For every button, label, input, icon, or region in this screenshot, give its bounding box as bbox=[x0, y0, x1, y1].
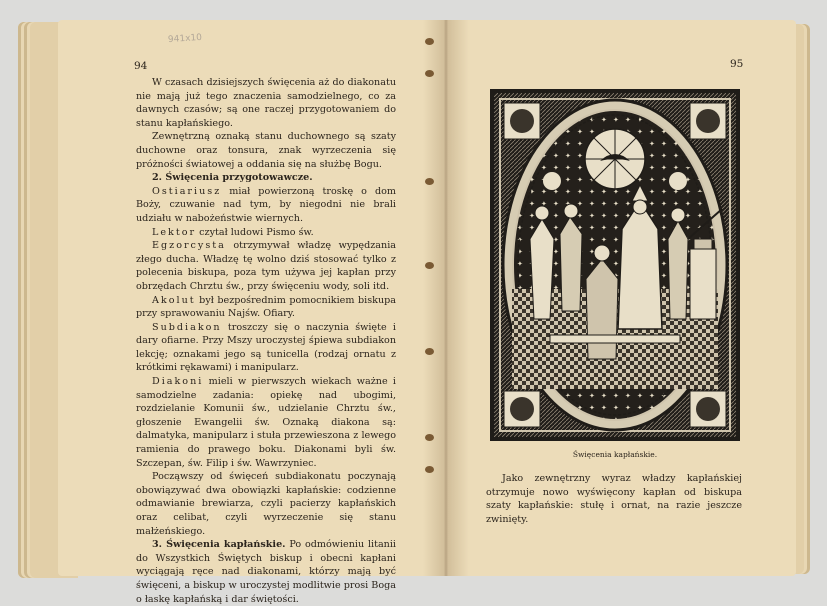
binding-hole bbox=[425, 178, 434, 185]
order-text: miał powierzoną troskę o dom Boży, czuwanie nad tym, by niegodni nie brali udziału w nabożeństwie wiernych. bbox=[136, 185, 396, 224]
order-term: Akolut bbox=[152, 294, 196, 306]
binding-hole bbox=[425, 348, 434, 355]
binding-hole bbox=[425, 434, 434, 441]
paragraph: Jako zewnętrzny wyraz władzy kapłańskiej otrzymuje nowo wyświęcony kapłan od biskupa szaty kapłańskie: stułę i ornat, na razie jeszcze zwinięty. bbox=[486, 473, 742, 525]
section-heading: 2. Święcenia przygotowawcze. bbox=[152, 172, 313, 184]
page-number-right: 95 bbox=[730, 58, 744, 70]
order-text: troszczy się o naczynia święte i dary ofiarne. Przy Mszy uroczystej śpiewa subdiakon lekcję; oznakami jego są tunicella (rodzaj ornatu z krótkimi rękawami) i manipularz. bbox=[136, 321, 396, 374]
binding-hole bbox=[425, 262, 434, 269]
order-text: czytał ludowi Pismo św. bbox=[199, 226, 314, 238]
order-paragraph bbox=[136, 321, 396, 375]
order-paragraph bbox=[136, 375, 396, 470]
ordination-engraving bbox=[490, 89, 740, 441]
paragraph: Począwszy od święceń subdiakonatu poczynają obowiązywać dwa obowiązki kapłańskie: codzienne odmawianie brewiarza, czyli pacierzy kapłańskich oraz celibat, czyli wyrzeczenie się stanu małżeńskiego. bbox=[136, 471, 396, 537]
order-term: Diakoni bbox=[152, 376, 204, 388]
illustration-caption: Święcenia kapłańskie. bbox=[572, 450, 658, 459]
pencil-mark: 941x10 bbox=[167, 32, 203, 46]
order-term: Subdiakon bbox=[152, 321, 222, 333]
book-gutter bbox=[423, 20, 469, 576]
order-paragraph bbox=[136, 294, 396, 321]
order-paragraph bbox=[136, 226, 396, 240]
order-term: Lektor bbox=[152, 226, 197, 238]
order-text: mieli w pierwszych wiekach ważne i samodzielne zadania: opiekę nad ubogimi, rozdzielanie Komunii św., udzielanie Chrztu św., głoszenie Ewangelii św. Oznaką diakona są: dalmatyka, manipularz i stuła przewieszona z lewego ramienia do prawego boku. Diakonami byli św. Szczepan, św. Filip i św. Wawrzyniec. bbox=[136, 376, 396, 469]
right-page-text bbox=[486, 472, 742, 526]
binding-hole bbox=[425, 70, 434, 77]
binding-hole bbox=[425, 466, 434, 473]
order-text: był bezpośrednim pomocnikiem biskupa przy sprawowaniu Najśw. Ofiary. bbox=[136, 294, 396, 320]
left-page-text bbox=[136, 76, 396, 606]
engraving-art bbox=[490, 89, 740, 441]
order-text: otrzymywał władzę wypędzania złego ducha. Władzę tę wolno dziś stosować tylko z polecenia biskupa, poza tym używa jej kapłan przy obrzędach Chrztu św., przy święceniu wody, soli itd. bbox=[136, 240, 396, 292]
order-paragraph bbox=[136, 239, 396, 293]
section-text: Po odmówieniu litanii do Wszystkich Świętych biskup i obecni kapłani wyciągają ręce nad diakonami, którzy mają być święceni, a biskup w uroczystej modlitwie prosi Boga o łaskę kapłańską i dar świętości. bbox=[136, 539, 396, 605]
paragraph: Zewnętrzną oznaką stanu duchownego są szaty duchowne oraz tonsura, znak wyrzeczenia się próżności światowej a oddania się na służbę Bogu. bbox=[136, 131, 396, 170]
page-number-left: 94 bbox=[134, 60, 148, 72]
section-paragraph bbox=[136, 538, 396, 606]
order-term: Ostiariusz bbox=[152, 185, 222, 197]
binding-hole bbox=[425, 38, 434, 45]
order-paragraph bbox=[136, 185, 396, 226]
order-term: Egzorcysta bbox=[152, 240, 226, 252]
paragraph: W czasach dzisiejszych święcenia aż do diakonatu nie mają już tego znaczenia samodzielnego, co za dawnych czasów; są one raczej przygotowaniem do stanu kapłańskiego. bbox=[136, 77, 396, 129]
section-heading: 3. Święcenia kapłańskie. bbox=[152, 539, 286, 551]
